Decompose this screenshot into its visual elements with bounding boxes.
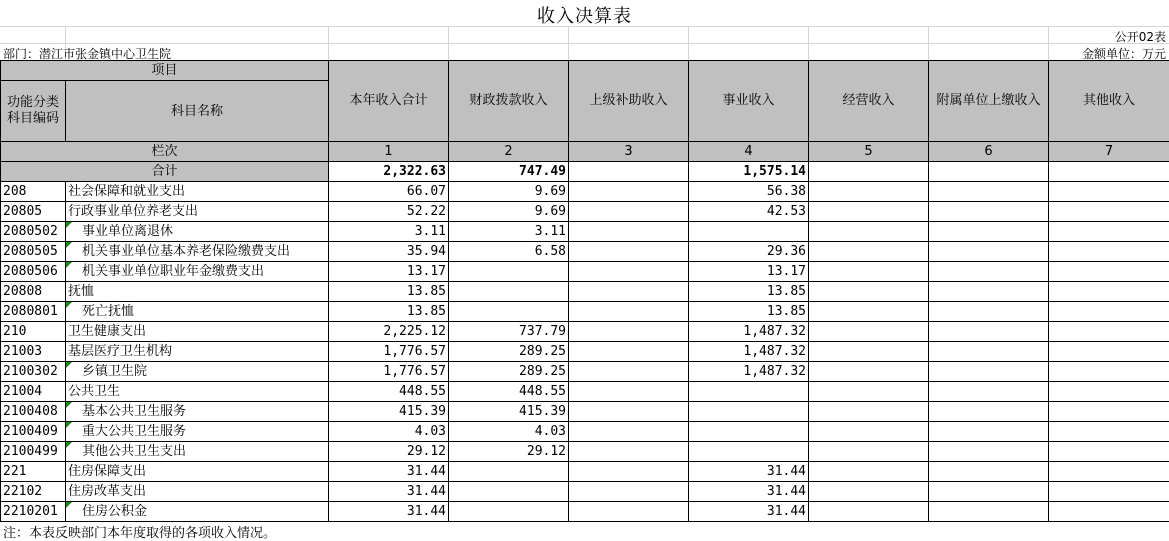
column-index-number: 6 bbox=[929, 142, 1049, 162]
row-value-cell[interactable] bbox=[569, 442, 689, 462]
row-value-cell[interactable] bbox=[689, 382, 809, 402]
column-index-label: 栏次 bbox=[1, 142, 329, 162]
row-value-cell[interactable] bbox=[809, 342, 929, 362]
row-value-cell[interactable] bbox=[929, 322, 1049, 342]
row-value-cell[interactable]: 3.11 bbox=[449, 222, 569, 242]
row-func-code[interactable]: 208 bbox=[1, 182, 66, 202]
row-value-cell[interactable] bbox=[929, 422, 1049, 442]
row-value-cell[interactable] bbox=[449, 282, 569, 302]
table-row bbox=[1, 202, 1169, 222]
row-subject-name[interactable] bbox=[66, 442, 329, 462]
row-value-cell[interactable] bbox=[1049, 182, 1169, 202]
row-value-cell[interactable] bbox=[1049, 362, 1169, 382]
row-value-cell[interactable] bbox=[809, 322, 929, 342]
table-row bbox=[1, 362, 1169, 382]
row-value-cell[interactable] bbox=[809, 182, 929, 202]
row-value-cell[interactable] bbox=[449, 462, 569, 482]
row-func-code[interactable]: 2080801 bbox=[1, 302, 66, 322]
row-value-cell[interactable] bbox=[569, 482, 689, 502]
row-value-cell[interactable] bbox=[929, 342, 1049, 362]
row-value-cell[interactable]: 42.53 bbox=[689, 202, 809, 222]
row-value-cell[interactable]: 13.85 bbox=[689, 302, 809, 322]
total-value[interactable]: 747.49 bbox=[449, 162, 569, 182]
column-index-number: 3 bbox=[569, 142, 689, 162]
row-value-cell[interactable] bbox=[809, 482, 929, 502]
cell-comment-marker-icon bbox=[66, 262, 72, 268]
total-value[interactable]: 2,322.63 bbox=[329, 162, 449, 182]
row-subject-name-text: 死亡抚恤 bbox=[82, 304, 135, 319]
row-value-cell[interactable] bbox=[689, 222, 809, 242]
row-value-cell[interactable] bbox=[449, 502, 569, 522]
row-value-cell[interactable] bbox=[929, 442, 1049, 462]
row-value-cell[interactable]: 1,487.32 bbox=[689, 342, 809, 362]
row-value-cell[interactable]: 1,776.57 bbox=[329, 362, 449, 382]
row-func-code[interactable]: 2100499 bbox=[1, 442, 66, 462]
row-value-cell[interactable] bbox=[929, 182, 1049, 202]
row-value-cell[interactable] bbox=[1049, 322, 1169, 342]
row-subject-name-text: 社会保障和就业支出 bbox=[68, 184, 186, 199]
row-value-cell[interactable] bbox=[449, 262, 569, 282]
row-value-cell[interactable] bbox=[1049, 422, 1169, 442]
row-value-cell[interactable] bbox=[449, 302, 569, 322]
row-value-cell[interactable] bbox=[1049, 382, 1169, 402]
row-value-cell[interactable]: 9.69 bbox=[449, 182, 569, 202]
row-value-cell[interactable] bbox=[809, 442, 929, 462]
col-header-total-income: 本年收入合计 bbox=[329, 61, 449, 142]
row-value-cell[interactable] bbox=[929, 282, 1049, 302]
row-value-cell[interactable] bbox=[689, 402, 809, 422]
row-func-code[interactable]: 20805 bbox=[1, 202, 66, 222]
row-func-code[interactable]: 210 bbox=[1, 322, 66, 342]
row-func-code[interactable]: 20808 bbox=[1, 282, 66, 302]
row-value-cell[interactable]: 31.44 bbox=[689, 462, 809, 482]
cell-comment-marker-icon bbox=[66, 222, 72, 228]
row-subject-name-text: 基本公共卫生服务 bbox=[82, 404, 187, 419]
row-value-cell[interactable] bbox=[569, 302, 689, 322]
row-func-code[interactable]: 221 bbox=[1, 462, 66, 482]
table-note: 注：本表反映部门本年度取得的各项收入情况。 bbox=[3, 526, 277, 541]
row-value-cell[interactable] bbox=[929, 222, 1049, 242]
row-value-cell[interactable]: 415.39 bbox=[329, 402, 449, 422]
table-row bbox=[1, 282, 1169, 302]
row-subject-name-text: 抚恤 bbox=[68, 284, 95, 299]
row-value-cell[interactable]: 31.44 bbox=[329, 482, 449, 502]
row-subject-name[interactable] bbox=[66, 462, 329, 482]
row-value-cell[interactable] bbox=[929, 482, 1049, 502]
row-subject-name-text: 重大公共卫生服务 bbox=[82, 424, 187, 439]
row-func-code[interactable]: 2210201 bbox=[1, 502, 66, 522]
report-title: 收入决算表 bbox=[537, 6, 632, 27]
row-value-cell[interactable]: 4.03 bbox=[329, 422, 449, 442]
row-value-cell[interactable] bbox=[809, 282, 929, 302]
column-index-number: 5 bbox=[809, 142, 929, 162]
row-value-cell[interactable] bbox=[569, 182, 689, 202]
row-value-cell[interactable] bbox=[1049, 202, 1169, 222]
total-value[interactable]: 1,575.14 bbox=[689, 162, 809, 182]
row-value-cell[interactable] bbox=[929, 362, 1049, 382]
table-row bbox=[1, 382, 1169, 402]
subject-name-header: 科目名称 bbox=[66, 81, 329, 142]
row-value-cell[interactable]: 9.69 bbox=[449, 202, 569, 222]
row-subject-name-text: 公共卫生 bbox=[68, 384, 121, 399]
row-func-code[interactable]: 2080506 bbox=[1, 262, 66, 282]
row-subject-name-text: 行政事业单位养老支出 bbox=[68, 204, 199, 219]
table-row bbox=[1, 222, 1169, 242]
row-value-cell[interactable] bbox=[689, 422, 809, 442]
table-row bbox=[1, 402, 1169, 422]
cell-comment-marker-icon bbox=[66, 362, 72, 368]
row-value-cell[interactable] bbox=[569, 342, 689, 362]
row-value-cell[interactable] bbox=[809, 262, 929, 282]
col-header-fiscal-appropriation: 财政拨款收入 bbox=[449, 61, 569, 142]
row-value-cell[interactable] bbox=[809, 422, 929, 442]
row-value-cell[interactable]: 31.44 bbox=[329, 502, 449, 522]
table-row bbox=[1, 422, 1169, 442]
cell-comment-marker-icon bbox=[66, 502, 72, 508]
row-value-cell[interactable]: 31.44 bbox=[329, 462, 449, 482]
row-func-code[interactable]: 2080505 bbox=[1, 242, 66, 262]
row-value-cell[interactable] bbox=[569, 322, 689, 342]
row-value-cell[interactable] bbox=[929, 242, 1049, 262]
row-subject-name-text: 基层医疗卫生机构 bbox=[68, 344, 173, 359]
row-value-cell[interactable]: 2,225.12 bbox=[329, 322, 449, 342]
cell-comment-marker-icon bbox=[66, 402, 72, 408]
row-value-cell[interactable] bbox=[929, 402, 1049, 422]
row-value-cell[interactable] bbox=[929, 462, 1049, 482]
row-value-cell[interactable] bbox=[1049, 242, 1169, 262]
row-func-code[interactable]: 2100409 bbox=[1, 422, 66, 442]
project-header: 项目 bbox=[1, 61, 329, 81]
row-subject-name[interactable] bbox=[66, 482, 329, 502]
row-value-cell[interactable] bbox=[809, 242, 929, 262]
department-label: 部门：潜江市张金镇中心卫生院 bbox=[3, 47, 172, 61]
table-row bbox=[1, 442, 1169, 462]
row-value-cell[interactable]: 66.07 bbox=[329, 182, 449, 202]
row-value-cell[interactable] bbox=[689, 442, 809, 462]
row-value-cell[interactable] bbox=[809, 222, 929, 242]
row-func-code[interactable]: 2100408 bbox=[1, 402, 66, 422]
row-subject-name[interactable] bbox=[66, 262, 329, 282]
cell-comment-marker-icon bbox=[66, 442, 72, 448]
row-value-cell[interactable] bbox=[569, 362, 689, 382]
cell-comment-marker-icon bbox=[66, 422, 72, 428]
row-value-cell[interactable] bbox=[929, 502, 1049, 522]
row-value-cell[interactable] bbox=[809, 202, 929, 222]
row-subject-name-text: 卫生健康支出 bbox=[68, 324, 147, 339]
row-value-cell[interactable]: 1,776.57 bbox=[329, 342, 449, 362]
row-value-cell[interactable] bbox=[929, 382, 1049, 402]
table-row bbox=[1, 262, 1169, 282]
row-value-cell[interactable] bbox=[569, 402, 689, 422]
col-header-other-income: 其他收入 bbox=[1049, 61, 1169, 142]
total-value[interactable] bbox=[1049, 162, 1169, 182]
row-value-cell[interactable] bbox=[449, 482, 569, 502]
row-value-cell[interactable]: 52.22 bbox=[329, 202, 449, 222]
table-row bbox=[1, 302, 1169, 322]
row-func-code[interactable]: 21004 bbox=[1, 382, 66, 402]
row-subject-name[interactable] bbox=[66, 302, 329, 322]
row-subject-name[interactable] bbox=[66, 342, 329, 362]
row-value-cell[interactable] bbox=[569, 222, 689, 242]
row-value-cell[interactable] bbox=[1049, 482, 1169, 502]
row-value-cell[interactable] bbox=[1049, 462, 1169, 482]
row-subject-name[interactable] bbox=[66, 282, 329, 302]
row-value-cell[interactable]: 13.85 bbox=[329, 282, 449, 302]
row-value-cell[interactable] bbox=[569, 262, 689, 282]
col-header-affiliate-remittance: 附属单位上缴收入 bbox=[929, 61, 1049, 142]
row-value-cell[interactable] bbox=[569, 242, 689, 262]
table-row bbox=[1, 322, 1169, 342]
table-row bbox=[1, 502, 1169, 522]
row-func-code[interactable]: 21003 bbox=[1, 342, 66, 362]
col-header-operating-income: 经营收入 bbox=[809, 61, 929, 142]
col-header-business-income: 事业收入 bbox=[689, 61, 809, 142]
row-value-cell[interactable] bbox=[1049, 342, 1169, 362]
row-subject-name-text: 其他公共卫生支出 bbox=[82, 444, 187, 459]
row-value-cell[interactable] bbox=[809, 502, 929, 522]
row-value-cell[interactable] bbox=[1049, 442, 1169, 462]
row-value-cell[interactable]: 289.25 bbox=[449, 342, 569, 362]
total-value[interactable] bbox=[569, 162, 689, 182]
row-value-cell[interactable]: 448.55 bbox=[449, 382, 569, 402]
row-value-cell[interactable]: 13.17 bbox=[329, 262, 449, 282]
total-row bbox=[1, 162, 1169, 182]
row-value-cell[interactable] bbox=[569, 282, 689, 302]
income-final-accounts-table bbox=[0, 60, 1169, 522]
row-value-cell[interactable] bbox=[569, 422, 689, 442]
row-value-cell[interactable]: 29.12 bbox=[329, 442, 449, 462]
row-value-cell[interactable] bbox=[809, 382, 929, 402]
row-value-cell[interactable]: 3.11 bbox=[329, 222, 449, 242]
row-subject-name-text: 住房改革支出 bbox=[68, 484, 147, 499]
row-value-cell[interactable] bbox=[569, 382, 689, 402]
row-subject-name[interactable] bbox=[66, 382, 329, 402]
row-value-cell[interactable] bbox=[929, 302, 1049, 322]
row-value-cell[interactable]: 737.79 bbox=[449, 322, 569, 342]
row-value-cell[interactable] bbox=[569, 502, 689, 522]
row-subject-name[interactable] bbox=[66, 202, 329, 222]
column-index-number: 1 bbox=[329, 142, 449, 162]
row-value-cell[interactable]: 29.12 bbox=[449, 442, 569, 462]
row-value-cell[interactable]: 13.85 bbox=[329, 302, 449, 322]
table-row bbox=[1, 462, 1169, 482]
data-rows bbox=[1, 182, 1169, 522]
row-func-code[interactable]: 22102 bbox=[1, 482, 66, 502]
row-value-cell[interactable] bbox=[569, 202, 689, 222]
row-func-code[interactable]: 2080502 bbox=[1, 222, 66, 242]
column-index-number: 2 bbox=[449, 142, 569, 162]
row-subject-name[interactable] bbox=[66, 182, 329, 202]
func-code-header: 功能分类科目编码 bbox=[1, 81, 66, 142]
row-value-cell[interactable] bbox=[1049, 302, 1169, 322]
table-row bbox=[1, 342, 1169, 362]
row-value-cell[interactable] bbox=[809, 362, 929, 382]
row-value-cell[interactable] bbox=[1049, 222, 1169, 242]
row-subject-name[interactable] bbox=[66, 502, 329, 522]
amount-unit-label: 金额单位：万元 bbox=[1081, 47, 1166, 61]
cell-comment-marker-icon bbox=[66, 302, 72, 308]
row-subject-name[interactable] bbox=[66, 422, 329, 442]
column-index-number: 4 bbox=[689, 142, 809, 162]
table-row bbox=[1, 482, 1169, 502]
row-value-cell[interactable]: 289.25 bbox=[449, 362, 569, 382]
row-func-code[interactable]: 2100302 bbox=[1, 362, 66, 382]
row-subject-name[interactable] bbox=[66, 242, 329, 262]
row-subject-name[interactable] bbox=[66, 362, 329, 382]
row-value-cell[interactable]: 29.36 bbox=[689, 242, 809, 262]
row-value-cell[interactable]: 1,487.32 bbox=[689, 362, 809, 382]
row-subject-name[interactable] bbox=[66, 322, 329, 342]
row-value-cell[interactable] bbox=[929, 202, 1049, 222]
row-value-cell[interactable] bbox=[1049, 502, 1169, 522]
row-value-cell[interactable]: 4.03 bbox=[449, 422, 569, 442]
row-value-cell[interactable]: 35.94 bbox=[329, 242, 449, 262]
row-subject-name-text: 住房保障支出 bbox=[68, 464, 147, 479]
cell-comment-marker-icon bbox=[66, 242, 72, 248]
row-subject-name[interactable] bbox=[66, 222, 329, 242]
row-value-cell[interactable]: 31.44 bbox=[689, 482, 809, 502]
row-value-cell[interactable] bbox=[809, 402, 929, 422]
table-code: 公开02表 bbox=[1114, 30, 1166, 44]
row-subject-name-text: 机关事业单位职业年金缴费支出 bbox=[82, 264, 265, 279]
row-value-cell[interactable]: 31.44 bbox=[689, 502, 809, 522]
table-row bbox=[1, 182, 1169, 202]
row-value-cell[interactable]: 6.58 bbox=[449, 242, 569, 262]
row-value-cell[interactable] bbox=[569, 462, 689, 482]
row-value-cell[interactable] bbox=[929, 262, 1049, 282]
total-value[interactable] bbox=[929, 162, 1049, 182]
row-subject-name-text: 事业单位离退休 bbox=[82, 224, 174, 239]
row-value-cell[interactable]: 448.55 bbox=[329, 382, 449, 402]
row-value-cell[interactable] bbox=[1049, 402, 1169, 422]
table-row bbox=[1, 242, 1169, 262]
row-value-cell[interactable] bbox=[1049, 262, 1169, 282]
col-header-superior-subsidy: 上级补助收入 bbox=[569, 61, 689, 142]
row-value-cell[interactable]: 415.39 bbox=[449, 402, 569, 422]
row-subject-name-text: 机关事业单位基本养老保险缴费支出 bbox=[82, 244, 291, 259]
row-subject-name[interactable] bbox=[66, 402, 329, 422]
row-subject-name-text: 乡镇卫生院 bbox=[82, 364, 148, 379]
row-value-cell[interactable]: 13.85 bbox=[689, 282, 809, 302]
row-subject-name-text: 住房公积金 bbox=[82, 504, 148, 519]
row-value-cell[interactable] bbox=[809, 462, 929, 482]
row-value-cell[interactable]: 56.38 bbox=[689, 182, 809, 202]
total-value[interactable] bbox=[809, 162, 929, 182]
row-value-cell[interactable]: 1,487.32 bbox=[689, 322, 809, 342]
row-value-cell[interactable] bbox=[1049, 282, 1169, 302]
total-label: 合计 bbox=[1, 162, 329, 182]
row-value-cell[interactable] bbox=[809, 302, 929, 322]
row-value-cell[interactable]: 13.17 bbox=[689, 262, 809, 282]
column-index-number: 7 bbox=[1049, 142, 1169, 162]
